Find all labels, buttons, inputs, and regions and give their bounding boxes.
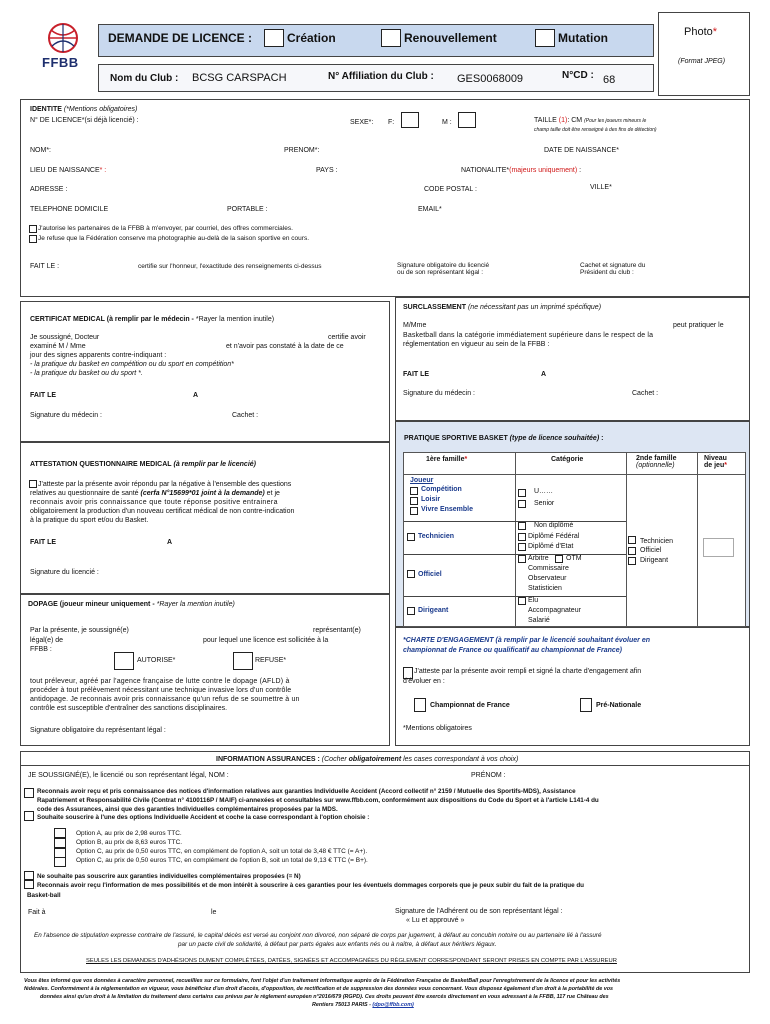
photo-conservation-checkbox[interactable]: [29, 235, 37, 243]
photo-box[interactable]: [658, 12, 750, 96]
dopage-l1b: représentant(e): [313, 627, 361, 634]
u-checkbox[interactable]: [518, 489, 526, 497]
certificat-a: A: [193, 392, 199, 399]
otm-checkbox[interactable]: [555, 555, 563, 563]
dopage-section: [20, 594, 390, 746]
certificat-cachet: Cachet :: [232, 412, 259, 419]
ffbb-logo: [38, 22, 88, 70]
dirigeant-label: Dirigeant: [418, 607, 449, 614]
identite-fait-le: FAIT LE :: [30, 263, 60, 270]
loisir-checkbox[interactable]: [410, 497, 418, 505]
reconnais-info-checkbox[interactable]: [24, 880, 34, 889]
assurances-r1: Reconnais avoir reçu et pris connaissance des notices d'information relatives aux garanties Individuelle Accident (Accord collectif n° 2159 / Mutuelle des Sportifs-MDS), Assistance: [37, 788, 576, 795]
sig-licencie-label: Signature obligatoire du licencié ou de son représentant légal :: [397, 262, 490, 276]
col-1ere-famille: 1ère famille*: [426, 456, 468, 463]
mutation-checkbox[interactable]: [535, 29, 555, 47]
assurances-absence2: par un pacte civil de solidarité, à défaut par parts égales aux enfants nés ou à naître, à défaut aux héritiers légaux.: [178, 941, 497, 948]
diplome-etat-checkbox[interactable]: [518, 543, 526, 551]
non-diplome-checkbox[interactable]: [518, 522, 526, 530]
questionnaire-sig: Signature du licencié :: [30, 569, 99, 576]
prenom-label: PRENOM*:: [284, 147, 320, 154]
dpo-email-link[interactable]: (dpo@ffbb.com): [372, 1002, 414, 1008]
f2-officiel-checkbox[interactable]: [628, 547, 636, 555]
footer-l2: fédérales. Conformément à la réglementation en vigueur, vous bénéficiez d'un droit d'accès, d'opposition, de rectification et de suppression des données vous concernant. Vous disposez également d'un droit à la portabilité de vos: [24, 986, 614, 992]
loisir-label: Loisir: [421, 496, 441, 503]
surclassement-l2: Basketball dans la catégorie immédiatement supérieure dans le respect de la: [403, 332, 654, 339]
otm-label: OTM: [566, 555, 582, 562]
cd-value[interactable]: 68: [603, 74, 616, 86]
surclassement-section: [395, 297, 750, 421]
pratique-title: PRATIQUE SPORTIVE BASKET (type de licence souhaitée) :: [404, 435, 604, 442]
autorise-label: AUTORISE*: [137, 657, 176, 664]
arbitre-checkbox[interactable]: [518, 555, 526, 563]
technicien-label: Technicien: [418, 533, 455, 540]
footer-l3: données ainsi qu'un droit à la limitation du traitement dans certains cas prévus par le règlement européen n°2016/679 (RGPD). Ces droits peuvent être exercés directement en vous adressant à la FFBB, 117 rue Château des: [40, 994, 609, 1000]
le-label: le: [211, 909, 217, 916]
elu-checkbox[interactable]: [518, 597, 526, 605]
dopage-l3: FFBB :: [30, 646, 52, 653]
pays-label: PAYS :: [316, 167, 338, 174]
adresse-label: ADRESSE :: [30, 186, 68, 193]
questionnaire-l4: obligatoirement la production d'un nouveau certificat médical de non contre-indication: [30, 508, 295, 515]
portable-label: PORTABLE :: [227, 206, 268, 213]
photo-label: Photo*: [684, 26, 718, 38]
arbitre-label: Arbitre: [528, 555, 549, 562]
f2-technicien-checkbox[interactable]: [628, 536, 636, 544]
technicien-checkbox[interactable]: [407, 533, 415, 541]
num-licence-label: N° DE LICENCE*(si déjà licencié) :: [30, 117, 139, 124]
renouvellement-checkbox[interactable]: [381, 29, 401, 47]
assurances-seules: SEULES LES DEMANDES D'ADHÉSIONS DUMENT COMPLÉTÉES, DATÉES, SIGNÉES ET ACCOMPAGNÉES DU RÈGLEMENT CORRESPONDANT SERONT PRISES EN COMPTE PAR L'ASSUREUR: [86, 958, 617, 964]
commissaire-label: Commissaire: [528, 565, 569, 572]
assurances-soussigne: JE SOUSSIGNÉ(E), le licencié ou son représentant légal, NOM :: [28, 772, 229, 779]
certificat-l5: - la pratique du basket ou du sport *.: [30, 370, 143, 377]
dopage-p2: procéder à tout prélèvement nécessitant une technique invasive lors d'un contrôle: [30, 687, 292, 694]
option-c-b-checkbox[interactable]: [54, 857, 66, 867]
charte-title: *CHARTE D'ENGAGEMENT (à remplir par le licencié souhaitant évoluer en: [403, 637, 650, 644]
email-label: EMAIL*: [418, 206, 442, 213]
sexe-f-checkbox[interactable]: [401, 112, 419, 128]
diplome-federal-label: Diplômé Fédéral: [528, 533, 580, 540]
charte-l1: J'atteste par la présente avoir rempli et signé la charte d'engagement afin: [414, 668, 642, 675]
nom-label: NOM*:: [30, 147, 51, 154]
surclassement-l3: réglementation en vigueur au sein de la FFBB :: [403, 341, 550, 348]
pre-nationale-label: Pré-Nationale: [596, 702, 642, 709]
vivre-ensemble-label: Vivre Ensemble: [421, 506, 474, 513]
competition-checkbox[interactable]: [410, 487, 418, 495]
sexe-m-checkbox[interactable]: [458, 112, 476, 128]
dopage-title: DOPAGE (joueur mineur uniquement - *Rayer la mention inutile): [28, 601, 235, 608]
nationalite-label: NATIONALITE*(majeurs uniquement) :: [461, 167, 582, 174]
certificat-l2b: et n'avoir pas constaté à la date de ce: [226, 343, 344, 350]
competition-label: Compétition: [421, 486, 462, 493]
dopage-l2a: légal(e) de: [30, 637, 64, 644]
sexe-m-label: M :: [442, 119, 452, 126]
partenaires-checkbox[interactable]: [29, 225, 37, 233]
u-label: U……: [534, 488, 554, 495]
photo-conservation-label: Je refuse que la Fédération conserve ma photographie au-delà de la saison sportive en cours.: [38, 235, 309, 242]
creation-label: Création: [287, 31, 336, 45]
assurances-ne-souhaite: Ne souhaite pas souscrire aux garanties individuelles complémentaires proposées (= N): [37, 873, 301, 880]
surclassement-title: SURCLASSEMENT (ne nécessitant pas un imprimé spécifique): [403, 304, 602, 311]
pratique-table: [403, 452, 746, 627]
questionnaire-title: ATTESTATION QUESTIONNAIRE MEDICAL (à remplir par le licencié): [30, 461, 256, 468]
officiel-label: Officiel: [418, 571, 442, 578]
championnat-france-label: Championnat de France: [430, 702, 510, 709]
autorise-checkbox[interactable]: [114, 652, 134, 670]
date-naissance-label: DATE DE NAISSANCE*: [544, 147, 619, 154]
refuse-checkbox[interactable]: [233, 652, 253, 670]
non-diplome-label: Non diplômé: [534, 522, 574, 529]
renouvellement-label: Renouvellement: [404, 31, 497, 45]
charte-title2: championnat de France ou qualificatif au championnat de France): [403, 647, 622, 654]
dopage-l1a: Par la présente, je soussigné(e): [30, 627, 129, 634]
questionnaire-a: A: [167, 539, 173, 546]
assurances-sig2: « Lu et approuvé »: [406, 917, 465, 924]
observateur-label: Observateur: [528, 575, 567, 582]
taille-note: champ taille doit être renseigné à des fins de détection): [534, 127, 657, 133]
photo-format: (Format JPEG): [678, 58, 726, 65]
certificat-sig: Signature du médecin :: [30, 412, 102, 419]
mutation-label: Mutation: [558, 31, 608, 45]
refuse-label: REFUSE*: [255, 657, 287, 664]
assurances-prenom: PRÉNOM :: [471, 772, 506, 779]
form-title: DEMANDE DE LICENCE :: [108, 31, 253, 45]
questionnaire-l1: J'atteste par la présente avoir répondu par la négative à l'ensemble des questions: [38, 481, 292, 488]
fait-a-label: Fait à: [28, 909, 46, 916]
assurances-r3: code des Assurances, ainsi que des garanties Individuelles complémentaires proposées par la MDS.: [37, 806, 338, 813]
sexe-label: SEXE*:: [350, 119, 374, 126]
charte-mentions: *Mentions obligatoires: [403, 725, 472, 732]
dopage-l2b: pour lequel une licence est sollicitée à la: [203, 637, 329, 644]
assurances-sig1: Signature de l'Adhérent ou de son représentant légal :: [395, 908, 563, 915]
club-label: Nom du Club :: [110, 73, 179, 84]
salarie-label: Salarié: [528, 617, 550, 624]
surclassement-cachet: Cachet :: [632, 390, 659, 397]
cd-label: N°CD :: [562, 70, 594, 81]
accompagnateur-label: Accompagnateur: [528, 607, 581, 614]
telephone-label: TELEPHONE DOMICILE: [30, 206, 109, 213]
charte-l2: d'évoluer en :: [403, 678, 445, 685]
col-niveau: Niveau de jeu*: [704, 455, 727, 469]
dopage-p1: tout préleveur, agréé par l'agence française de lutte contre le dopage (AFLD) à: [30, 678, 290, 685]
option-a-label: Option A, au prix de 2,98 euros TTC.: [76, 830, 182, 837]
reconnais-notices-checkbox[interactable]: [24, 788, 34, 798]
option-b-label: Option B, au prix de 8,63 euros TTC.: [76, 839, 183, 846]
assurances-r2: Rapatriement et Responsabilité Civile (Contrat n° 4100116P / MAIF) ci-annexées et consultables sur www.ffbb.com, conformément aux dispositions du Code du Sport et à l'article L141-4 du: [37, 797, 599, 804]
sexe-f-label: F:: [388, 119, 395, 126]
f2-officiel-label: Officiel: [640, 547, 662, 554]
footer-l1: Vous êtes informé que vos données à caractère personnel, recueillies sur ce formulaire, font l'objet d'un traitement informatique auprès de la Fédération Française de BasketBall pour l'enregistrement de la licence et pour les activités: [24, 978, 621, 984]
taille-label: TAILLE (1): CM (Pour les joueurs mineurs le: [534, 117, 647, 124]
assurances-absence1: En l'absence de stipulation expresse contraire de l'assuré, le capital décès est versé au conjoint non divorcé, non séparé de corps par jugement, à défaut au concubin notoire ou au partenaire lié à l'assuré: [34, 932, 602, 939]
assurances-reconnais2a: Reconnais avoir reçu l'information de mes possibilités et de mon intérêt à souscrire à ces garanties pour les éventuels dommages corporels que je peux subir du fait de la pratique du: [37, 882, 585, 889]
lieu-naissance-label: LIEU DE NAISSANCE* :: [30, 167, 107, 174]
cachet-club-label: Cachet et signature du Président du club :: [580, 262, 646, 276]
statisticien-label: Statisticien: [528, 585, 562, 592]
col-2nde-famille: 2nde famille (optionnelle): [636, 455, 677, 469]
creation-checkbox[interactable]: [264, 29, 284, 47]
assurances-souhaite: Souhaite souscrire à l'une des options Individuelle Accident et coche la case correspondant à l'option choisie :: [37, 814, 370, 821]
certificat-l1b: certifie avoir: [328, 334, 366, 341]
certificat-fait-le: FAIT LE: [30, 392, 57, 399]
option-c-b-label: Option C, au prix de 0,50 euros TTC, en complément de l'option B, soit un total de 9,13 € TTC (= B+).: [76, 857, 368, 864]
dopage-sig: Signature obligatoire du représentant légal :: [30, 727, 166, 734]
affiliation-label: N° Affiliation du Club :: [328, 71, 434, 82]
souhaite-options-checkbox[interactable]: [24, 811, 34, 821]
identite-title: IDENTITE (*Mentions obligatoires): [30, 106, 138, 113]
senior-label: Senior: [534, 500, 555, 507]
certifie-text: certifie sur l'honneur, l'exactitude des renseignements ci-dessus: [138, 263, 322, 270]
championnat-france-checkbox[interactable]: [414, 698, 426, 712]
pre-nationale-checkbox[interactable]: [580, 698, 592, 712]
surclassement-l1a: M/Mme: [403, 322, 427, 329]
questionnaire-checkbox[interactable]: [29, 480, 37, 488]
option-c-a-label: Option C, au prix de 0,50 euros TTC, en complément de l'option A, soit un total de 3,48 € TTC (= A+).: [76, 848, 368, 855]
officiel-checkbox[interactable]: [407, 570, 415, 578]
diplome-etat-label: Diplômé d'Etat: [528, 543, 574, 550]
surclassement-l1b: peut pratiquer le: [673, 322, 724, 329]
questionnaire-l3: reconnais avoir pris connaissance que toute réponse positive entrainera: [30, 499, 278, 506]
certificat-l4: - la pratique du basket en compétition ou du sport en compétition*: [30, 361, 234, 368]
f2-technicien-label: Technicien: [640, 538, 674, 545]
questionnaire-l2: relatives au questionnaire de santé (cerfa N°15699*01 joint à la demande) et je: [30, 490, 280, 497]
certificat-l2a: examiné M / Mme: [30, 343, 86, 350]
dopage-p3: antidopage. Je reconnais avoir pris connaissance qu'un refus de se soumettre à un: [30, 696, 300, 703]
elu-label: Elu: [528, 597, 539, 604]
certificat-l3: jour des signes apparents contre-indiquant :: [30, 352, 167, 359]
footer-l4: Rentiers 75013 PARIS - (dpo@ffbb.com): [312, 1002, 414, 1008]
assurances-title: INFORMATION ASSURANCES : (Cocher obligatoirement les cases correspondant à vos choix): [216, 756, 519, 763]
niveau-input[interactable]: [703, 538, 734, 557]
surclassement-fait-le: FAIT LE: [403, 371, 430, 378]
ville-label: VILLE*: [590, 184, 612, 191]
option-a-checkbox[interactable]: [54, 828, 66, 838]
f2-dirigeant-checkbox[interactable]: [628, 557, 636, 565]
vivre-ensemble-checkbox[interactable]: [410, 507, 418, 515]
partenaires-label: J'autorise les partenaires de la FFBB à m'envoyer, par courriel, des offres commerciales.: [38, 225, 293, 232]
f2-dirigeant-label: Dirigeant: [640, 557, 669, 564]
col-categorie: Catégorie: [551, 456, 584, 463]
option-b-checkbox[interactable]: [54, 838, 66, 848]
surclassement-a: A: [541, 371, 547, 378]
joueur-label: Joueur: [410, 477, 434, 484]
senior-checkbox[interactable]: [518, 500, 526, 508]
logo-text: FFBB: [42, 55, 79, 70]
questionnaire-l5: à la pratique du sport et/ou du Basket.: [30, 517, 149, 524]
code-postal-label: CODE POSTAL :: [424, 186, 477, 193]
diplome-federal-checkbox[interactable]: [518, 533, 526, 541]
dirigeant-checkbox[interactable]: [407, 607, 415, 615]
affiliation-value[interactable]: GES0068009: [457, 73, 524, 85]
dopage-p4: contrôle est susceptible d'entraîner des sanctions disciplinaires.: [30, 705, 228, 712]
questionnaire-fait-le: FAIT LE: [30, 539, 57, 546]
surclassement-sig: Signature du médecin :: [403, 390, 475, 397]
assurances-reconnais2b: Basket-ball: [27, 892, 61, 899]
ne-souhaite-checkbox[interactable]: [24, 871, 34, 880]
club-value[interactable]: BCSG CARSPACH: [192, 72, 287, 84]
certificat-l1a: Je soussigné, Docteur: [30, 334, 100, 341]
certificat-title: CERTIFICAT MEDICAL (à remplir par le médecin - *Rayer la mention inutile): [30, 316, 275, 323]
